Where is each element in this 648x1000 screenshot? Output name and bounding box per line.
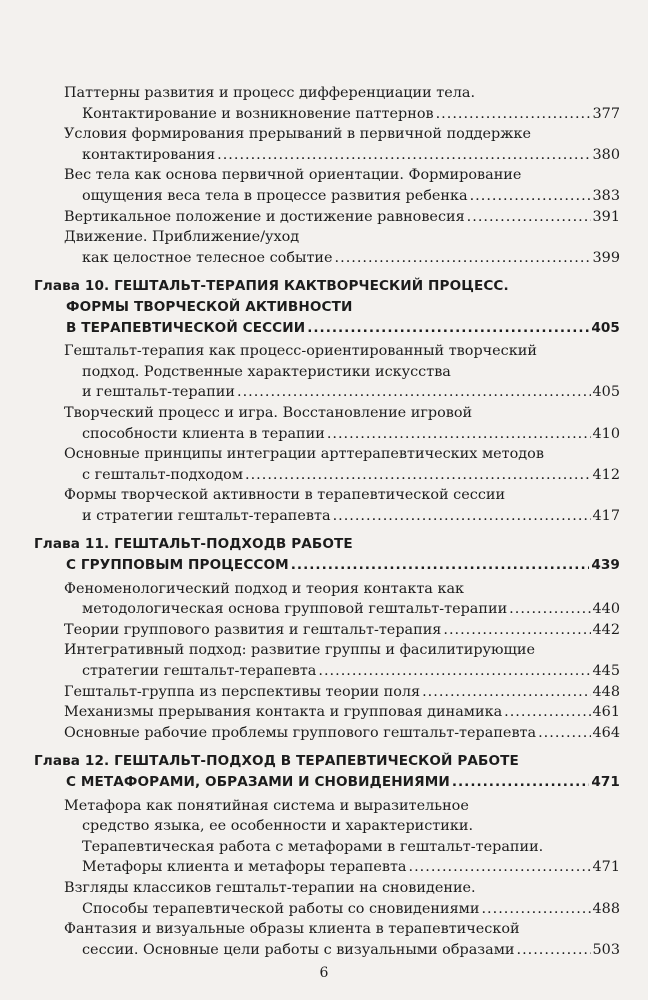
toc-entry-text: С ГРУППОВЫМ ПРОЦЕССОМ [66, 557, 289, 574]
toc-entry-text: как целостное телесное событие [82, 249, 333, 266]
toc-entry-text: ощущения веса тела в процессе развития ребенка [82, 187, 468, 204]
toc-section-entry[interactable] [34, 165, 620, 206]
toc-entry-text: С МЕТАФОРАМИ, ОБРАЗАМИ И СНОВИДЕНИЯМИ [66, 774, 450, 790]
toc-page-number: 448 [592, 683, 620, 700]
toc-section-entry[interactable] [34, 403, 620, 444]
toc-section-entry[interactable] [34, 227, 620, 268]
toc-line [34, 940, 620, 961]
dot-leader [327, 424, 591, 445]
toc-page-number: 405 [591, 319, 620, 336]
dot-leader [538, 723, 590, 744]
toc-page-number: 439 [591, 557, 620, 574]
toc-line [34, 104, 620, 125]
toc-page-number: 412 [592, 466, 620, 483]
dot-leader [517, 940, 591, 961]
toc-line [34, 145, 620, 166]
toc-line: Фантазия и визуальные образы клиента в терапевтической [64, 921, 520, 938]
dot-leader [443, 620, 590, 641]
toc-section-entry[interactable] [34, 579, 620, 620]
dot-leader [409, 857, 591, 878]
dot-leader [422, 682, 590, 703]
toc-line: Глава 11. ГЕШТАЛЬТ-ПОДХОДВ РАБОТЕ [34, 536, 353, 553]
toc-entry-text: Основные рабочие проблемы группового гештальт-терапевта [64, 724, 537, 741]
dot-leader [217, 145, 590, 166]
toc-line: Творческий процесс и игра. Восстановление игровой [64, 404, 473, 421]
toc-section-entry[interactable] [34, 640, 620, 681]
toc-line: Условия формирования прерываний в первичной поддержке [64, 126, 532, 143]
toc-section-entry[interactable] [34, 702, 620, 723]
toc-section-entry[interactable] [34, 682, 620, 703]
toc-section-entry[interactable] [34, 444, 620, 485]
toc-line [34, 620, 620, 641]
toc-page-number: 383 [592, 187, 620, 204]
toc-line: Основные принципы интеграции арттерапевтических методов [64, 446, 544, 463]
dot-leader [307, 318, 589, 339]
toc-entry-text: и гештальт-терапии [82, 384, 235, 401]
dot-leader [467, 207, 591, 228]
table-of-contents [34, 83, 620, 960]
toc-page-number: 391 [592, 208, 620, 225]
dot-leader [291, 555, 590, 576]
toc-line [34, 661, 620, 682]
toc-page-number: 442 [592, 621, 620, 638]
toc-page-number: 488 [592, 900, 620, 917]
toc-section-entry[interactable] [34, 878, 620, 919]
toc-page-number: 399 [592, 249, 620, 266]
toc-page-number: 445 [592, 663, 620, 680]
toc-line: Движение. Приближение/уход [64, 229, 300, 246]
toc-line: Вес тела как основа первичной ориентации. Формирование [64, 167, 522, 184]
chapter-spacer [34, 743, 620, 751]
toc-section-entry[interactable] [34, 723, 620, 744]
dot-leader [452, 772, 589, 793]
toc-line [34, 207, 620, 228]
toc-page-number: 471 [591, 774, 620, 790]
toc-line [34, 424, 620, 445]
toc-line [34, 506, 620, 527]
page-number: 6 [319, 965, 329, 981]
toc-section-entry[interactable] [34, 83, 620, 124]
toc-section-entry[interactable] [34, 919, 620, 960]
toc-chapter-entry[interactable] [34, 751, 620, 792]
toc-entry-text: Контактирование и возникновение паттернов [82, 105, 434, 122]
toc-entry-text: методологическая основа групповой гештальт-терапии [82, 601, 508, 618]
toc-entry-text: Метафоры клиента и метафоры терапевта [82, 859, 407, 876]
toc-section-entry[interactable] [34, 341, 620, 403]
toc-page-number: 417 [592, 507, 620, 524]
dot-leader [335, 248, 591, 269]
toc-page-number: 440 [592, 601, 620, 618]
dot-leader [436, 104, 591, 125]
toc-line: Терапевтическая работа с метафорами в гештальт-терапии. [82, 838, 544, 855]
toc-line [34, 318, 620, 339]
toc-chapter-entry[interactable] [34, 534, 620, 575]
toc-line: Паттерны развития и процесс дифференциации тела. [64, 85, 476, 101]
dot-leader [318, 661, 590, 682]
toc-line [34, 465, 620, 486]
toc-entry-text: Способы терапевтической работы со сновидениями [82, 900, 480, 917]
toc-section-entry[interactable] [34, 485, 620, 526]
toc-entry-text: стратегии гештальт-терапевта [82, 663, 317, 680]
toc-line [34, 772, 620, 793]
toc-line: Метафора как понятийная система и выразительное [64, 797, 469, 814]
toc-line [34, 702, 620, 723]
toc-entry-text: В ТЕРАПЕВТИЧЕСКОЙ СЕССИИ [66, 319, 306, 336]
toc-entry-text: и стратегии гештальт-терапевта [82, 507, 331, 524]
dot-leader [237, 382, 591, 403]
toc-entry-text: сессии. Основные цели работы с визуальными образами [82, 941, 515, 958]
toc-section-entry[interactable] [34, 207, 620, 228]
toc-line [34, 857, 620, 878]
toc-page-number: 464 [592, 724, 620, 741]
toc-line [34, 682, 620, 703]
toc-page-number: 503 [592, 941, 620, 958]
toc-line [34, 555, 620, 576]
toc-page-number: 377 [592, 105, 620, 122]
dot-leader [470, 186, 591, 207]
toc-section-entry[interactable] [34, 620, 620, 641]
toc-entry-text: Вертикальное положение и достижение равновесия [64, 208, 465, 225]
chapter-spacer [34, 268, 620, 276]
toc-line: Интегративный подход: развитие группы и фасилитирующие [64, 642, 536, 659]
toc-line [34, 899, 620, 920]
toc-entry-text: способности клиента в терапии [82, 425, 325, 442]
toc-line [34, 248, 620, 269]
toc-entry-text: с гештальт-подходом [82, 466, 244, 483]
toc-entry-text: Теории группового развития и гештальт-терапия [64, 621, 442, 638]
toc-line [34, 186, 620, 207]
toc-page-number: 380 [592, 146, 620, 163]
dot-leader [504, 702, 590, 723]
toc-section-entry[interactable] [34, 796, 620, 878]
toc-line [34, 723, 620, 744]
toc-line: Формы творческой активности в терапевтической сессии [64, 487, 506, 504]
dot-leader [333, 506, 591, 527]
toc-page-number: 461 [592, 704, 620, 721]
toc-line: подход. Родственные характеристики искусства [82, 363, 451, 380]
chapter-spacer [34, 526, 620, 534]
toc-line: Взгляды классиков гештальт-терапии на сновидение. [64, 879, 476, 896]
dot-leader [509, 599, 590, 620]
toc-line [34, 599, 620, 620]
toc-page-number: 410 [592, 425, 620, 442]
toc-chapter-entry[interactable] [34, 276, 620, 338]
toc-line: Гештальт-терапия как процесс-ориентированный творческий [64, 343, 537, 360]
toc-line [34, 382, 620, 403]
toc-section-entry[interactable] [34, 124, 620, 165]
toc-entry-text: Механизмы прерывания контакта и групповая динамика [64, 704, 503, 721]
toc-line: Глава 10. ГЕШТАЛЬТ-ТЕРАПИЯ КАКТВОРЧЕСКИЙ ПРОЦЕСС. [34, 278, 509, 295]
dot-leader [245, 465, 591, 486]
toc-entry-text: контактирования [82, 146, 216, 163]
toc-page-number: 405 [592, 384, 620, 401]
toc-line: Глава 12. ГЕШТАЛЬТ-ПОДХОД В ТЕРАПЕВТИЧЕСКОЙ РАБОТЕ [34, 753, 519, 770]
toc-entry-text: Гештальт-группа из перспективы теории поля [64, 683, 421, 700]
toc-page-number: 471 [592, 859, 620, 876]
toc-line: ФОРМЫ ТВОРЧЕСКОЙ АКТИВНОСТИ [66, 298, 353, 315]
toc-line: средство языка, ее особенности и характеристики. [82, 818, 474, 835]
dot-leader [481, 899, 590, 920]
toc-line: Феноменологический подход и теория контакта как [64, 580, 465, 597]
